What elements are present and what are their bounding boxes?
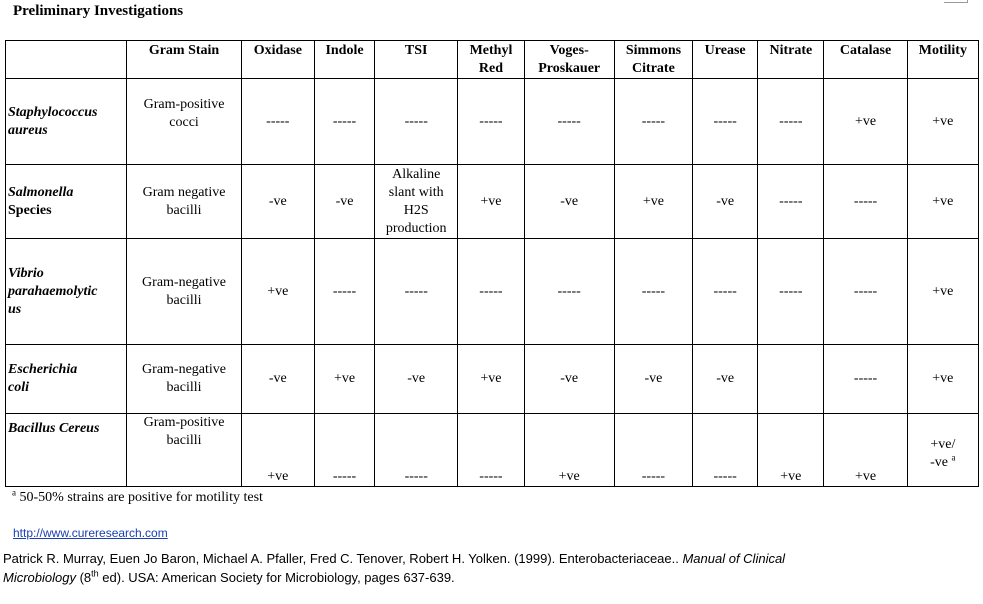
methyl-red-cell: ----- <box>458 239 524 345</box>
table-row <box>6 345 979 414</box>
citation: Patrick R. Murray, Euen Jo Baron, Michael A. Pfaller, Fred C. Tenover, Robert H. Yolken. (1999). Enterobacteriaceae.. Manual of Clinical Microbiology (8th ed). USA: American Society for Microbiology, pages 637-639. <box>3 551 786 585</box>
col-header-methyl-red: Methyl Red <box>458 41 524 79</box>
catalase-cell: +ve <box>824 79 907 165</box>
indole-cell: -ve <box>314 165 374 239</box>
simmons-citrate-cell: -ve <box>614 345 692 414</box>
organism-name: Escherichia coli <box>6 345 127 414</box>
simmons-citrate-cell: +ve <box>614 165 692 239</box>
nitrate-cell <box>758 345 824 414</box>
methyl-red-cell: +ve <box>458 345 524 414</box>
motility-cell: +ve/ -ve $^a$ <box>907 414 978 487</box>
oxidase-cell: -ve <box>241 165 314 239</box>
motility-cell: +ve <box>907 345 978 414</box>
catalase-cell: +ve <box>824 414 907 487</box>
col-header-catalase: Catalase <box>824 41 907 79</box>
tsi-cell: Alkaline slant with H2S production <box>375 165 458 239</box>
voges-proskauer-cell: ----- <box>524 79 614 165</box>
urease-cell: -ve <box>693 345 758 414</box>
col-header-motility: Motility <box>907 41 978 79</box>
nitrate-cell: ----- <box>758 79 824 165</box>
indole-cell: +ve <box>314 345 374 414</box>
urease-cell: ----- <box>693 414 758 487</box>
urease-cell: ----- <box>693 79 758 165</box>
footnote-marker: a <box>12 487 16 498</box>
voges-proskauer-cell: +ve <box>524 414 614 487</box>
motility-cell: +ve <box>907 79 978 165</box>
nitrate-cell: ----- <box>758 165 824 239</box>
simmons-citrate-cell: ----- <box>614 414 692 487</box>
urease-cell: ----- <box>693 239 758 345</box>
source-link[interactable]: http://www.cureresearch.com <box>13 526 168 540</box>
tsi-cell: ----- <box>375 414 458 487</box>
catalase-cell: ----- <box>824 165 907 239</box>
gram-stain-cell: Gram negative bacilli <box>127 165 241 239</box>
indole-cell: ----- <box>314 414 374 487</box>
organism-name: Staphylococcus aureus <box>6 79 127 165</box>
tsi-cell: -ve <box>375 345 458 414</box>
header-row <box>6 41 979 79</box>
indole-cell: ----- <box>314 239 374 345</box>
methyl-red-cell: +ve <box>458 165 524 239</box>
oxidase-cell: +ve <box>241 239 314 345</box>
nitrate-cell: ----- <box>758 239 824 345</box>
urease-cell: -ve <box>693 165 758 239</box>
page-heading: Preliminary Investigations <box>13 3 184 19</box>
col-header-oxidase: Oxidase <box>241 41 314 79</box>
col-header-nitrate: Nitrate <box>758 41 824 79</box>
voges-proskauer-cell: -ve <box>524 165 614 239</box>
col-header-urease: Urease <box>693 41 758 79</box>
table-row <box>6 79 979 165</box>
col-header-organism <box>6 41 127 79</box>
col-header-simmons-citrate: Simmons Citrate <box>614 41 692 79</box>
oxidase-cell: ----- <box>241 79 314 165</box>
oxidase-cell: +ve <box>241 414 314 487</box>
gram-stain-cell: Gram-negative bacilli <box>127 239 241 345</box>
voges-proskauer-cell: ----- <box>524 239 614 345</box>
motility-cell: +ve <box>907 165 978 239</box>
gram-stain-cell: Gram-positive bacilli <box>127 414 241 487</box>
catalase-cell: ----- <box>824 239 907 345</box>
indole-cell: ----- <box>314 79 374 165</box>
organism-name: Vibrio parahaemolytic us <box>6 239 127 345</box>
col-header-gram-stain: Gram Stain <box>127 41 241 79</box>
organism-name: Bacillus Cereus <box>6 414 127 487</box>
methyl-red-cell: ----- <box>458 414 524 487</box>
simmons-citrate-cell: ----- <box>614 79 692 165</box>
tsi-cell: ----- <box>375 79 458 165</box>
motility-cell: +ve <box>907 239 978 345</box>
col-header-indole: Indole <box>314 41 374 79</box>
corner-tick <box>967 0 968 3</box>
table-row <box>6 239 979 345</box>
oxidase-cell: -ve <box>241 345 314 414</box>
gram-stain-cell: Gram-negative bacilli <box>127 345 241 414</box>
organism-name: Salmonella Species <box>6 165 127 239</box>
table-row <box>6 414 979 487</box>
footnote-text: 50-50% strains are positive for motility test <box>16 490 263 505</box>
footnote <box>12 487 263 506</box>
col-header-tsi: TSI <box>375 41 458 79</box>
catalase-cell: ----- <box>824 345 907 414</box>
simmons-citrate-cell: ----- <box>614 239 692 345</box>
methyl-red-cell: ----- <box>458 79 524 165</box>
tsi-cell: ----- <box>375 239 458 345</box>
biochemical-tests-table <box>5 40 979 487</box>
corner-divider <box>944 0 968 3</box>
table-row <box>6 165 979 239</box>
col-header-voges-proskauer: Voges- Proskauer <box>524 41 614 79</box>
voges-proskauer-cell: -ve <box>524 345 614 414</box>
gram-stain-cell: Gram-positive cocci <box>127 79 241 165</box>
nitrate-cell: +ve <box>758 414 824 487</box>
